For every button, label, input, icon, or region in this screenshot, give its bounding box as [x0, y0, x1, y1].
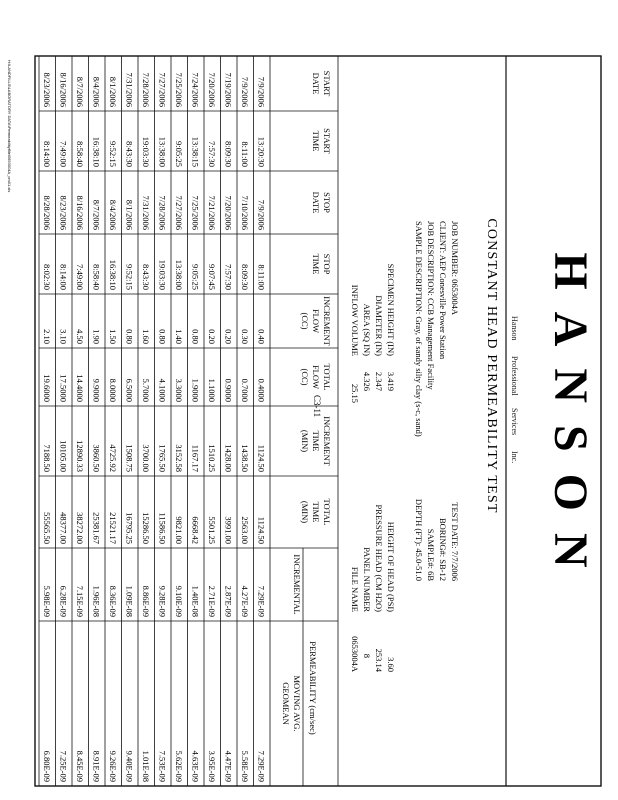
table-cell: 4.63E-09 — [190, 750, 201, 782]
table-cell: 1.9000 — [190, 378, 201, 402]
file-name-label: FILE NAME — [350, 566, 360, 612]
table-cell: 8:09:30 — [223, 141, 234, 167]
table-cell: 7/21/2006 — [207, 195, 217, 230]
client-name: CLIENT: AEP Conesville Power Station — [438, 221, 448, 360]
table-cell: 8/1/2006 — [124, 199, 135, 230]
table-cell: 8/1/2006 — [108, 76, 118, 107]
specimen-height-label: SPECIMEN HEIGHT (IN) — [386, 263, 396, 356]
head-height-label: HEIGHT OF HEAD (PSI) — [386, 521, 396, 612]
table-cell: 8:58:40 — [75, 141, 85, 167]
table-cell: 8/23/2006 — [42, 72, 52, 107]
job-description: JOB DESCRIPTION: CCB Management Facility — [426, 221, 436, 390]
table-cell: 11586.50 — [157, 512, 168, 544]
table-cell: 7/9/2006 — [256, 199, 267, 230]
table-cell: 0.4000 — [256, 378, 267, 402]
table-cell: 16795.25 — [124, 512, 135, 544]
column-header: TOTAL — [322, 498, 332, 526]
table-cell: 7:57:30 — [207, 141, 217, 167]
table-cell: 4.1000 — [157, 378, 168, 402]
table-cell: 6.5000 — [124, 378, 135, 402]
table-cell: 0.7000 — [240, 378, 250, 402]
company-logo: HANSON — [544, 252, 597, 590]
table-cell: 1.1000 — [207, 378, 217, 402]
table-cell: 1.96E-08 — [91, 585, 102, 617]
table-cell: 8/23/2006 — [58, 195, 69, 230]
table-cell: 5.7000 — [141, 378, 151, 402]
table-cell: 0.80 — [190, 329, 201, 344]
table-cell: 3700.00 — [141, 444, 151, 472]
table-cell: 21521.17 — [108, 512, 118, 544]
table-cell: 8:43:30 — [124, 141, 135, 167]
table-cell: 1438.50 — [240, 444, 250, 472]
table-cell: 7/27/2006 — [157, 72, 168, 107]
boring-number: BORING#: SB-12 — [438, 517, 448, 581]
column-header: TIME — [311, 501, 321, 523]
table-cell: 5.62E-09 — [174, 750, 184, 782]
table-cell: 5.58E-09 — [240, 750, 250, 782]
table-cell: 55565.50 — [42, 512, 52, 544]
table-cell: 5.98E-09 — [42, 585, 52, 617]
column-header: (CC) — [300, 368, 310, 386]
table-cell: 7/10/2006 — [240, 195, 250, 230]
sample-depth: DEPTH (FT): 45.0-51.0 — [414, 498, 424, 581]
table-cell: 1167.17 — [190, 444, 201, 472]
column-header: (MIN) — [300, 500, 310, 524]
table-cell: 9.10E-09 — [174, 585, 184, 617]
panel-value: 8 — [362, 653, 372, 658]
table-cell: 4.27E-09 — [240, 585, 250, 617]
area-label: AREA (SQ IN) — [362, 303, 372, 356]
table-cell: 7/31/2006 — [141, 195, 151, 230]
table-cell: 9.26E-09 — [108, 750, 118, 782]
table-cell: 0.40 — [256, 329, 267, 344]
file-name-value: 0653004A — [350, 636, 360, 672]
table-cell: 7/31/2006 — [124, 72, 135, 107]
table-cell: 1765.50 — [157, 444, 168, 472]
table-cell: 7.29E-09 — [256, 585, 267, 617]
column-header: GEOMEAN — [281, 682, 291, 725]
diameter-label: DIAMETER (IN) — [374, 295, 384, 356]
table-cell: 7/28/2006 — [157, 195, 168, 230]
table-cell: 6668.42 — [190, 516, 201, 544]
table-cell: 1.90 — [91, 329, 102, 344]
table-cell: 9.40E-09 — [124, 750, 135, 782]
table-cell: 7188.50 — [42, 444, 52, 472]
rotated-sheet — [39, 56, 597, 786]
column-header: START — [322, 70, 332, 97]
column-header: DATE — [311, 191, 321, 214]
table-cell: 3152.58 — [174, 444, 184, 472]
table-cell: 7/9/2006 — [256, 76, 267, 107]
table-cell: 3.95E-09 — [207, 750, 217, 782]
table-cell: 7.15E-09 — [75, 585, 85, 617]
table-cell: 8.0000 — [108, 378, 118, 402]
header-info — [350, 221, 460, 673]
table-cell: 16:38:10 — [108, 259, 118, 290]
head-height-value: 3.60 — [386, 657, 396, 672]
pressure-head-label: PRESSURE HEAD (CM H2O) — [374, 504, 384, 612]
table-cell: 48377.00 — [58, 512, 69, 544]
column-header: TOTAL — [322, 363, 332, 391]
table-cell: 8.36E-09 — [108, 585, 118, 617]
table-cell: 8:58:40 — [91, 264, 102, 290]
page-label: C3-11 — [312, 395, 322, 418]
table-cell: 2.71E-09 — [207, 585, 217, 617]
table-cell: 7/20/2006 — [223, 195, 234, 230]
table-cell: 1428.00 — [223, 444, 234, 472]
column-header: INCREMENT — [322, 416, 332, 466]
table-cell: 0.80 — [124, 329, 135, 344]
table-cell: 7.53E-09 — [157, 750, 168, 782]
table-cell: 12890.33 — [75, 440, 85, 472]
table-cell: 1508.75 — [124, 444, 135, 472]
table-cell: 0.30 — [240, 329, 250, 344]
table-cell: 7/28/2006 — [141, 72, 151, 107]
table-cell: 7:49:00 — [75, 264, 85, 290]
table-cell: 4725.92 — [108, 444, 118, 472]
table-cell: 8:14:00 — [58, 264, 69, 290]
column-header: INCREMENT — [322, 296, 332, 346]
tagline-word: Professional — [510, 356, 519, 396]
table-cell: 8/4/2006 — [108, 199, 118, 230]
table-cell: 4.50 — [75, 329, 85, 344]
sample-description: SAMPLE DESCRIPTION: Gray, of sandy silty clay (s-c, sand) — [414, 221, 424, 437]
volume-label: INFLOW VOLUME — [350, 284, 360, 356]
table-cell: 8.91E-09 — [91, 750, 102, 782]
table-cell: 8:11:00 — [240, 141, 250, 167]
volume-value: 25.15 — [350, 383, 360, 403]
tagline-word: Hanson — [510, 316, 519, 341]
table-cell: 8/16/2006 — [58, 72, 69, 107]
table-cell: 7.25E-09 — [58, 750, 69, 782]
table-cell: 9:05:25 — [174, 141, 184, 167]
column-header: FLOW — [311, 364, 321, 390]
table-cell: 7/25/2006 — [190, 195, 201, 230]
table-cell: 16:38:10 — [91, 136, 102, 167]
tagline-word: Inc. — [510, 451, 519, 464]
table-cell: 3.3000 — [174, 378, 184, 402]
table-cell: 7/25/2006 — [174, 72, 184, 107]
table-cell: 9.9000 — [91, 378, 102, 402]
column-header: STOP — [322, 253, 332, 275]
table-cell: 10105.00 — [58, 440, 69, 472]
table-cell: 8/7/2006 — [91, 199, 102, 230]
pressure-head-value: 253.14 — [374, 648, 384, 672]
diameter-value: 2.347 — [374, 371, 384, 391]
table-cell: 7/19/2006 — [223, 72, 234, 107]
table-cell: 6.80E-09 — [42, 750, 52, 782]
table-cell: 13:20:30 — [256, 136, 267, 167]
column-header: INCREMENTAL — [292, 554, 302, 615]
table-cell: 0.9000 — [223, 378, 234, 402]
table-cell: 1.40E-08 — [190, 585, 201, 617]
table-cell: 9.28E-09 — [157, 585, 168, 617]
job-number: JOB NUMBER: 0653004A — [450, 221, 460, 315]
sample-number: SAMPLE#: 6B — [426, 528, 436, 581]
table-cell: 0.80 — [157, 329, 168, 344]
table-cell: 8/28/2006 — [42, 195, 52, 230]
table-cell: 13:38:00 — [174, 259, 184, 290]
table-cell: 1.09E-08 — [124, 585, 135, 617]
table-cell: 1.40 — [174, 329, 184, 344]
column-header: TIME — [311, 130, 321, 152]
panel-label: PANEL NUMBER — [362, 547, 372, 612]
table-cell: 13:38:15 — [190, 136, 201, 167]
table-cell: 6.28E-09 — [58, 585, 69, 617]
table-cell: 9:52:15 — [124, 264, 135, 290]
table-cell: 19:03:30 — [157, 259, 168, 290]
table-cell: 7:57:30 — [223, 264, 234, 290]
table-cell: 9:05:25 — [190, 264, 201, 290]
table-cell: 8:02:30 — [42, 264, 52, 290]
company-tagline — [510, 316, 519, 463]
table-cell: 3991.00 — [223, 516, 234, 544]
column-header: TIME — [311, 430, 321, 452]
report-title: CONSTANT HEAD PERMEABILITY TEST — [484, 218, 499, 514]
table-cell: 0.20 — [223, 329, 234, 344]
table-cell: 1.60 — [141, 329, 151, 344]
table-cell: 1.01E-08 — [141, 750, 151, 782]
specimen-height-value: 3.419 — [386, 371, 396, 391]
table-cell: 8:09:30 — [240, 264, 250, 290]
column-header: (CC) — [300, 312, 310, 330]
table-cell: 1510.25 — [207, 444, 217, 472]
permeability-group-header: PERMEABILITY (cm/sec) — [308, 641, 318, 735]
table-cell: 8.86E-09 — [141, 585, 151, 617]
table-cell: 7/20/2006 — [207, 72, 217, 107]
file-path: H:\LANDFILLS\LABORATORY DATA\Permeabilityffile\0653004A_cm01.xls — [7, 60, 12, 193]
table-cell: 19:03:30 — [141, 136, 151, 167]
table-cell: 3.10 — [58, 329, 69, 344]
table-cell: 19.6000 — [42, 374, 52, 402]
table-cell: 2563.00 — [240, 516, 250, 544]
table-cell: 9:07:45 — [207, 264, 217, 290]
table-cell: 3860.50 — [91, 444, 102, 472]
tagline-word: Services — [510, 408, 519, 436]
table-cell: 8.45E-09 — [75, 750, 85, 782]
table-cell: 9:52:15 — [108, 141, 118, 167]
column-header: STOP — [322, 192, 332, 213]
table-cell: 1124.50 — [256, 444, 267, 472]
table-cell: 7.29E-09 — [256, 750, 267, 782]
table-cell: 25381.67 — [91, 512, 102, 544]
table-cell: 2.87E-09 — [223, 585, 234, 617]
table-cell: 8/16/2006 — [75, 195, 85, 230]
table-cell: 14.4000 — [75, 374, 85, 402]
table-cell: 4.47E-09 — [223, 750, 234, 782]
table-cell: 2.10 — [42, 329, 52, 344]
table-cell: 8/4/2006 — [91, 76, 102, 107]
table-cell: 5501.25 — [207, 516, 217, 544]
column-header: FLOW — [311, 308, 321, 334]
column-header: (MIN) — [300, 429, 310, 453]
table-cell: 1124.50 — [256, 516, 267, 544]
table-cell: 7/9/2006 — [240, 76, 250, 107]
table-cell: 7:49:00 — [58, 141, 69, 167]
table-cell: 15286.50 — [141, 512, 151, 544]
table-cell: 17.5000 — [58, 374, 69, 402]
table-cell: 13:38:00 — [157, 136, 168, 167]
area-value: 4.326 — [362, 371, 372, 391]
column-header: START — [322, 128, 332, 154]
test-date: TEST DATE: 7/7/2006 — [450, 502, 460, 581]
table-cell: 7/27/2006 — [174, 195, 184, 230]
table-cell: 8:14:00 — [42, 141, 52, 167]
table-cell: 8:43:30 — [141, 264, 151, 290]
column-header: TIME — [311, 253, 321, 275]
column-header: DATE — [311, 72, 321, 95]
table-cell: 0.20 — [207, 329, 217, 344]
table-cell: 38272.00 — [75, 512, 85, 544]
table-cell: 7/24/2006 — [190, 72, 201, 107]
table-header — [281, 71, 332, 732]
table-cell: 9821.00 — [174, 516, 184, 544]
table-cell: 1.50 — [108, 329, 118, 344]
column-header: MOVING AVG. — [292, 675, 302, 732]
table-cell: 8:11:00 — [256, 264, 267, 290]
table-cell: 8/7/2006 — [75, 76, 85, 107]
